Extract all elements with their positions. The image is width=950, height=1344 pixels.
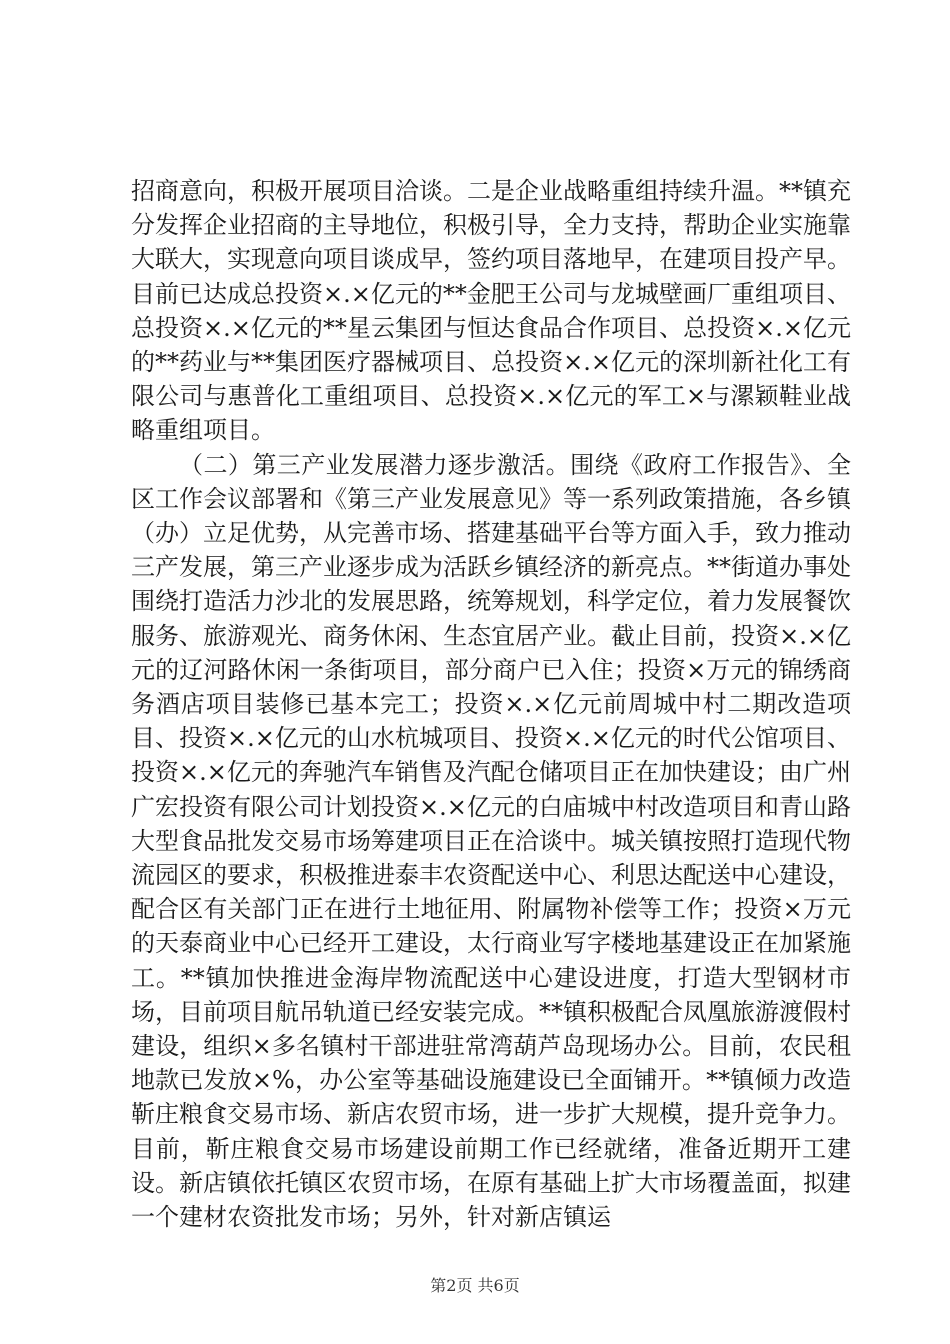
paragraph-2: （二）第三产业发展潜力逐步激活。围绕《政府工作报告》、全区工作会议部署和《第三产业发展意见》等一系列政策措施，各乡镇（办）立足优势，从完善市场、搭建基础平台等方面入手，致力推动三产发展，第三产业逐步成为活跃乡镇经济的新亮点。**街道办事处围绕打造活力沙北的发展思路，统筹规划，科学定位，着力发展餐饮服务、旅游观光、商务休闲、生态宜居产业。截止目前，投资×.×亿元的辽河路休闲一条街项目，部分商户已入住；投资×万元的锦绣商务酒店项目装修已基本完工；投资×.×亿元前周城中村二期改造项目、投资×.×亿元的山水杭城项目、投资×.×亿元的时代公馆项目、投资×.×亿元的奔驰汽车销售及汽配仓储项目正在加快建设；由广州广宏投资有限公司计划投资×.×亿元的白庙城中村改造项目和青山路大型食品批发交易市场筹建项目正在洽谈中。城关镇按照打造现代物流园区的要求，积极推进泰丰农资配送中心、利思达配送中心建设，配合区有关部门正在进行土地征用、附属物补偿等工作；投资×万元的天泰商业中心已经开工建设，太行商业写字楼地基建设正在加紧施工。**镇加快推进金海岸物流配送中心建设进度，打造大型钢材市场，目前项目航吊轨道已经安装完成。**镇积极配合凤凰旅游渡假村建设，组织×多名镇村干部进驻常湾葫芦岛现场办公。目前，农民租地款已发放×%，办公室等基础设施建设已全面铺开。**镇倾力改造靳庄粮食交易市场、新店农贸市场，进一步扩大规模，提升竞争力。目前，靳庄粮食交易市场建设前期工作已经就绪，准备近期开工建设。新店镇依托镇区农贸市场，在原有基础上扩大市场覆盖面，拟建一个建材农资批发市场；另外，针对新店镇运: [131, 450, 851, 1232]
paragraph-1: 招商意向，积极开展项目洽谈。二是企业战略重组持续升温。**镇充分发挥企业招商的主导地位，积极引导，全力支持，帮助企业实施靠大联大，实现意向项目谈成早，签约项目落地早，在建项目投产早。目前已达成总投资×.×亿元的**金肥王公司与龙城壁画厂重组项目、总投资×.×亿元的**星云集团与恒达食品合作项目、总投资×.×亿元的**药业与**集团医疗器械项目、总投资×.×亿元的深圳新社化工有限公司与惠普化工重组项目、总投资×.×亿元的军工×与漯颖鞋业战略重组项目。: [131, 177, 851, 445]
page-number-footer: 第2页 共6页: [430, 1276, 520, 1295]
document-body: [131, 174, 851, 1234]
